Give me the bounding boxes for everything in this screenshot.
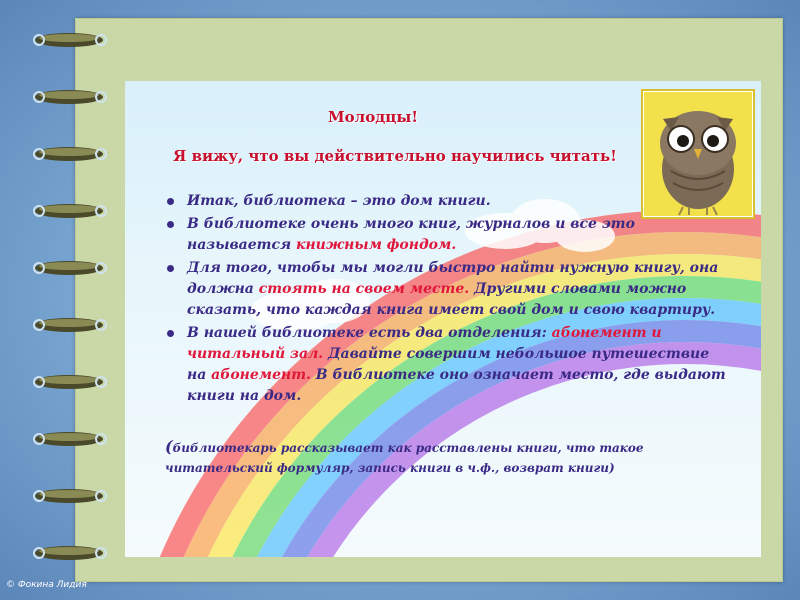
binder-ring [33, 87, 107, 107]
slide-heading-praise: Молодцы! [328, 108, 418, 126]
bullet-text: В библиотеке очень много книг, журналов и все это называется [187, 216, 635, 253]
binder-ring [33, 30, 107, 50]
bullet-highlight: книжным фондом. [296, 237, 457, 253]
bullet-item [167, 258, 727, 321]
note-open-paren: ( [165, 437, 173, 456]
binder-ring [33, 201, 107, 221]
binder-ring [33, 372, 107, 392]
binder-ring [33, 429, 107, 449]
binder-ring [33, 144, 107, 164]
bullet-text: Другими словами можно сказать, что каждая книга имеет свой дом и свою квартиру. [187, 281, 716, 318]
bullet-dot [167, 265, 174, 272]
bullet-highlight: абонемент. [211, 367, 311, 383]
copyright-text: © Фокина Лидия [6, 580, 87, 590]
bullet-text: В нашей библиотеке есть два отделения: [187, 325, 552, 341]
bullet-highlight: стоять на своем месте. [258, 281, 470, 297]
note-text: библиотекарь рассказывает как расставлены книги, что такое читательский формуляр, запись книги в ч.ф., возврат книги) [165, 441, 644, 475]
binder-ring [33, 258, 107, 278]
bullet-item [167, 214, 727, 256]
bullet-text: Итак, библиотека – это дом книги. [187, 193, 491, 209]
bullet-dot [167, 198, 174, 205]
binder-ring [33, 543, 107, 563]
bullet-text: Для того, чтобы мы могли быстро найти нужную книгу, она должна [187, 260, 719, 297]
binder-ring [33, 315, 107, 335]
slide-heading-reading: Я вижу, что вы действительно научились читать! [173, 147, 617, 165]
bullet-text: Давайте совершим небольшое путешествие на [187, 346, 710, 383]
bullet-highlight: абонемент и читальный зал. [187, 325, 662, 362]
bullet-list [167, 191, 727, 409]
bullet-item [167, 323, 727, 407]
slide-panel [125, 81, 761, 557]
bullet-dot [167, 330, 174, 337]
bullet-dot [167, 221, 174, 228]
bullet-item [167, 191, 727, 212]
bullet-text: В библиотеке оно означает место, где выдают книги на дом. [187, 367, 726, 404]
librarian-note [165, 437, 725, 478]
binder-ring [33, 486, 107, 506]
